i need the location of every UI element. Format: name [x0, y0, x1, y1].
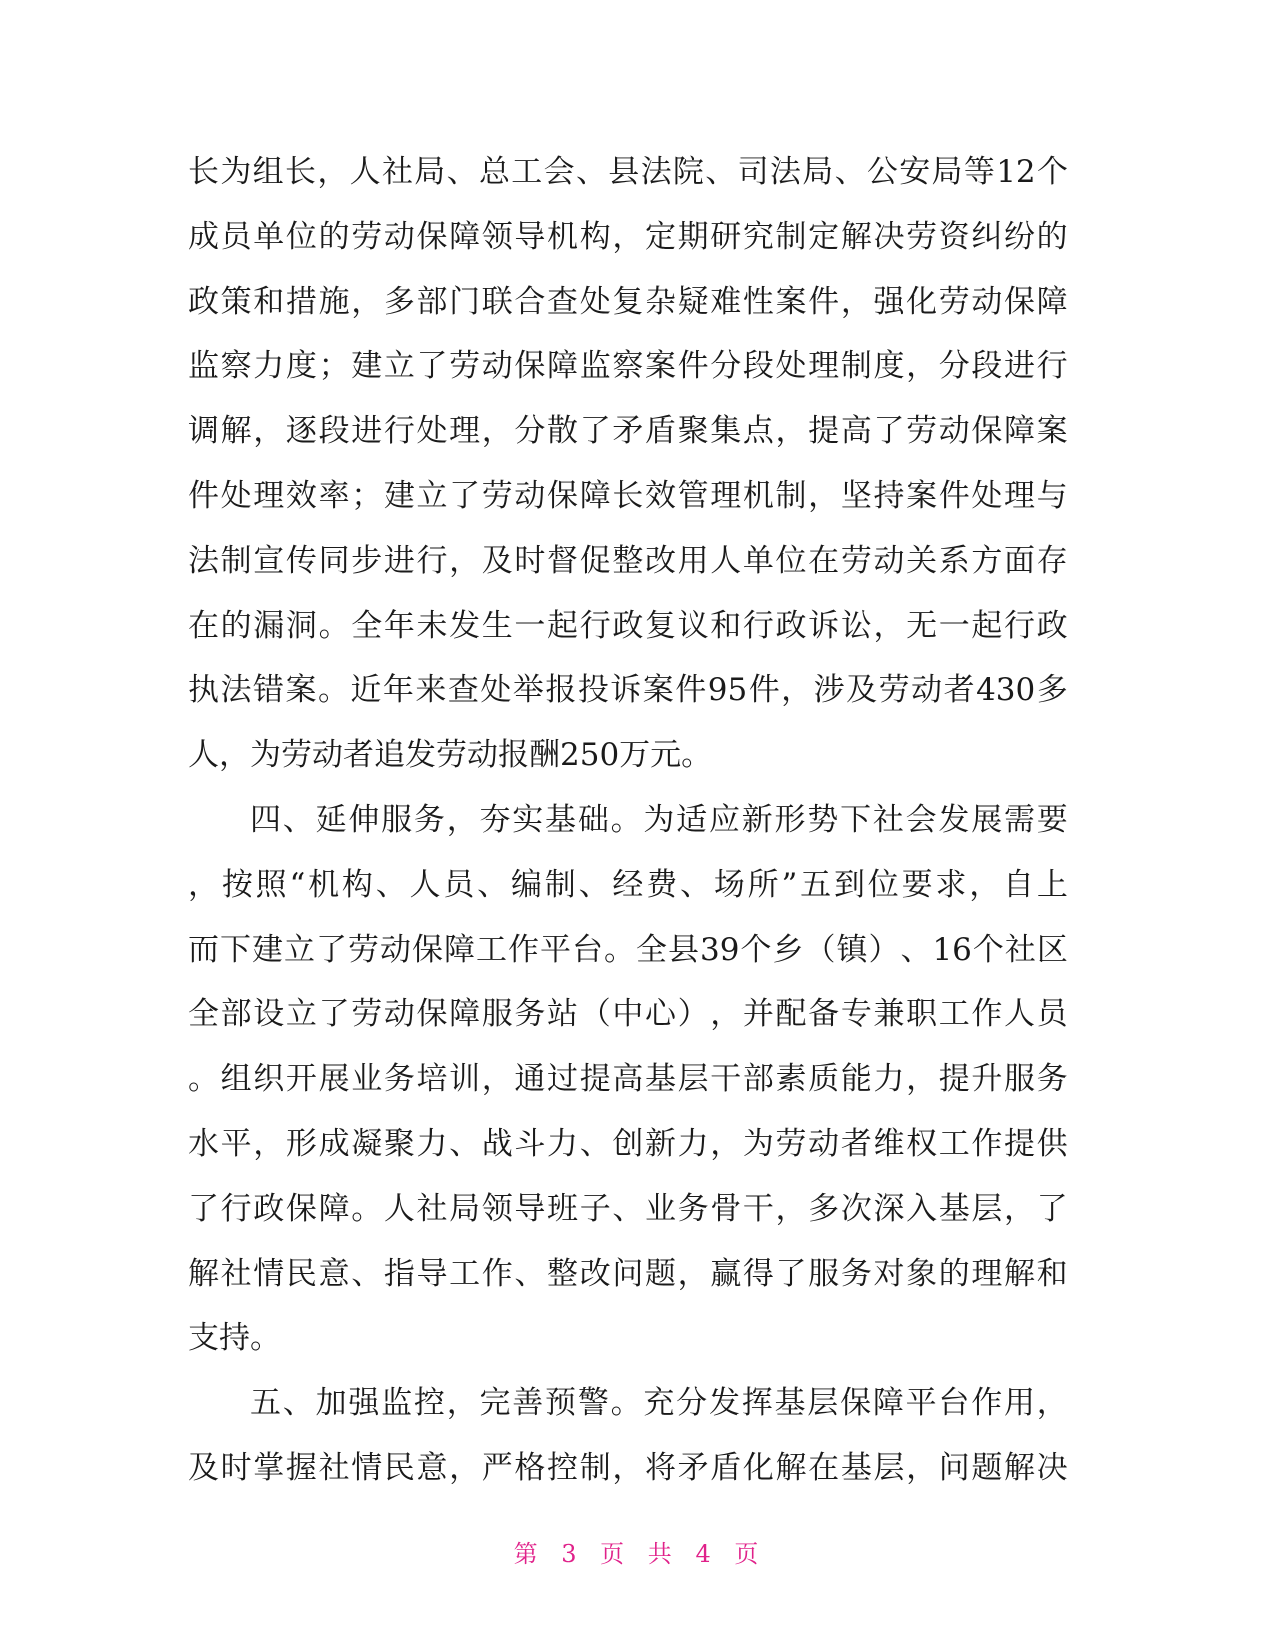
text-line: 成 员 单 位 的 劳 动 保 障 领 导 机 构 ， 定 期 研 究 制 定 解 决 劳 资 纠 纷 的 [188, 218, 1068, 255]
document-body [188, 140, 1068, 1501]
text-line: 水 平 ， 形 成 凝 聚 力 、 战 斗 力 、 创 新 力 ， 为 劳 动 者 维 权 工 作 提 供 [188, 1125, 1068, 1162]
text-line: 执 法 错 案 。 近 年 来 查 处 举 报 投 诉 案 件 95 件 ， 涉 及 劳 动 者 430 多 [188, 672, 1068, 709]
text-line: 了 行 政 保 障 。 人 社 局 领 导 班 子 、 业 务 骨 干 ， 多 次 深 入 基 层 ， 了 [188, 1190, 1068, 1227]
text-line: 五 、 加 强 监 控 ， 完 善 预 警 。 充 分 发 挥 基 层 保 障 平 台 作 用 ， [250, 1385, 1068, 1422]
text-line: 法 制 宣 传 同 步 进 行 ， 及 时 督 促 整 改 用 人 单 位 在 劳 动 关 系 方 面 存 [188, 542, 1068, 579]
text-line: 监 察 力 度 ； 建 立 了 劳 动 保 障 监 察 案 件 分 段 处 理 制 度 ， 分 段 进 行 [188, 348, 1068, 385]
text-line: 。 组 织 开 展 业 务 培 训 ， 通 过 提 高 基 层 干 部 素 质 能 力 ， 提 升 服 务 [188, 1061, 1068, 1098]
text-line: 支持。 [188, 1320, 281, 1357]
text-line: 四 、 延 伸 服 务 ， 夯 实 基 础 。 为 适 应 新 形 势 下 社 会 发 展 需 要 [250, 801, 1068, 838]
text-line: 件 处 理 效 率 ； 建 立 了 劳 动 保 障 长 效 管 理 机 制 ， 坚 持 案 件 处 理 与 [188, 477, 1068, 514]
text-line: 及 时 掌 握 社 情 民 意 ， 严 格 控 制 ， 将 矛 盾 化 解 在 基 层 ， 问 题 解 决 [188, 1449, 1068, 1486]
text-line: 全 部 设 立 了 劳 动 保 障 服 务 站 （ 中 心 ） ， 并 配 备 专 兼 职 工 作 人 员 [188, 996, 1068, 1033]
text-line: 长 为 组 长 ， 人 社 局 、 总 工 会 、 县 法 院 、 司 法 局 、 公 安 局 等 12 个 [188, 154, 1068, 190]
text-line: 人，为劳动者追发劳动报酬250万元。 [188, 737, 713, 774]
text-line: ， 按 照 “ 机 构 、 人 员 、 编 制 、 经 费 、 场 所 ” 五 到 位 要 求 ， 自 上 [188, 866, 1068, 903]
text-line: 调 解 ， 逐 段 进 行 处 理 ， 分 散 了 矛 盾 聚 集 点 ， 提 高 了 劳 动 保 障 案 [188, 413, 1068, 450]
text-line: 在 的 漏 洞 。 全 年 未 发 生 一 起 行 政 复 议 和 行 政 诉 讼 ， 无 一 起 行 政 [188, 607, 1068, 644]
text-line: 而 下 建 立 了 劳 动 保 障 工 作 平 台 。 全 县 39 个 乡 （ 镇 ） 、 16 个 社 区 [188, 931, 1068, 968]
text-line: 政 策 和 措 施 ， 多 部 门 联 合 查 处 复 杂 疑 难 性 案 件 ， 强 化 劳 动 保 障 [188, 283, 1068, 320]
text-line: 解 社 情 民 意 、 指 导 工 作 、 整 改 问 题 ， 赢 得 了 服 务 对 象 的 理 解 和 [188, 1255, 1068, 1292]
page-footer: 第 3 页 共 4 页 [513, 1540, 762, 1568]
